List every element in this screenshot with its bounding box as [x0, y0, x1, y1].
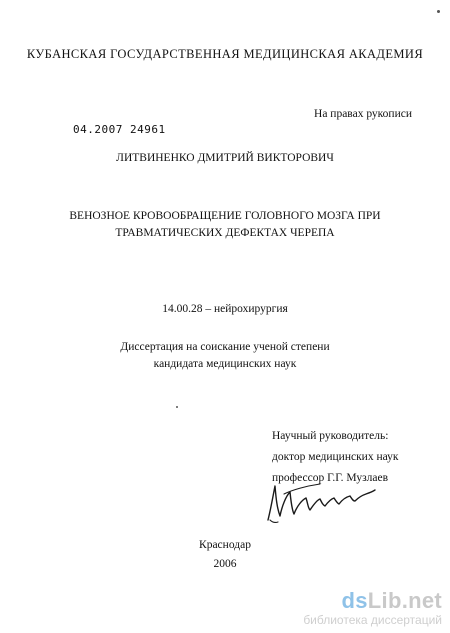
scan-speck [176, 406, 178, 408]
dissertation-title [0, 208, 450, 242]
author-name: ЛИТВИНЕНКО ДМИТРИЙ ВИКТОРОВИЧ [116, 152, 334, 164]
watermark-brand [303, 589, 442, 613]
academy-name: КУБАНСКАЯ ГОСУДАРСТВЕННАЯ МЕДИЦИНСКАЯ АКАДЕМИЯ [26, 47, 424, 61]
title-line-2: ТРАВМАТИЧЕСКИХ ДЕФЕКТАХ ЧЕРЕПА [115, 227, 335, 239]
scan-speck [437, 10, 440, 13]
supervisor-line-3: профессор Г.Г. Музлаев [272, 472, 389, 484]
watermark-brand-prefix: ds [341, 588, 368, 613]
watermark-brand-mid: Lib [367, 588, 402, 613]
registration-stamp [73, 123, 166, 137]
place-and-year [0, 536, 450, 574]
registration-number: 04.2007 24961 [73, 123, 166, 136]
specialty-code: 14.00.28 – нейрохирургия [162, 303, 288, 315]
degree-line-2: кандидата медицинских наук [153, 358, 297, 370]
watermark-tagline: библиотека диссертаций [303, 613, 442, 627]
watermark-brand-suffix: .net [401, 588, 442, 613]
degree-line-1: Диссертация на соискание ученой степени [120, 341, 330, 353]
supervisor-line-2: доктор медицинских наук [272, 451, 399, 463]
title-line-1: ВЕНОЗНОЕ КРОВООБРАЩЕНИЕ ГОЛОВНОГО МОЗГА ПРИ [69, 210, 381, 222]
dslib-watermark [303, 589, 442, 627]
city: Краснодар [199, 539, 251, 551]
handwritten-signature [262, 470, 380, 528]
degree-statement [0, 339, 450, 373]
year: 2006 [213, 558, 237, 570]
manuscript-note: На правах рукописи [314, 108, 412, 120]
supervisor-line-1: Научный руководитель: [272, 430, 389, 442]
